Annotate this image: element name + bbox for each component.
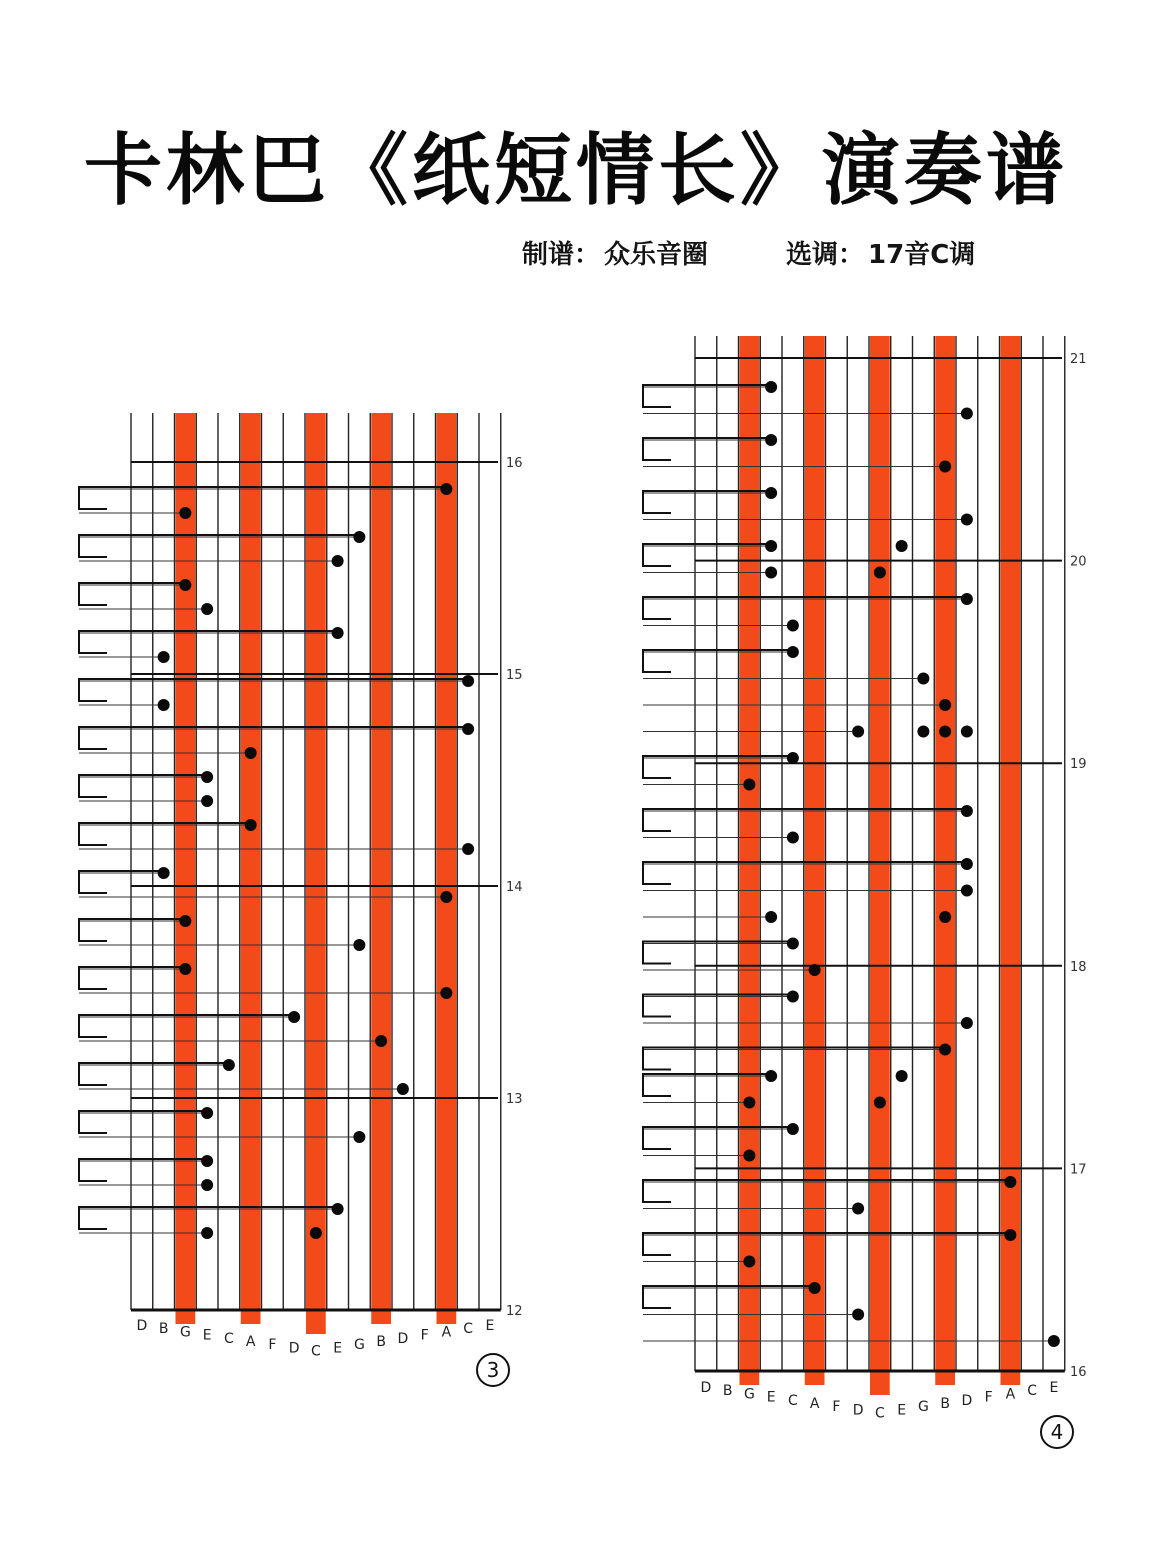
chord-bracket bbox=[643, 650, 793, 672]
tine-label: C bbox=[310, 1343, 321, 1360]
chord-bracket bbox=[643, 942, 793, 964]
page-number-badge: 4 bbox=[1040, 1415, 1074, 1449]
note-dot bbox=[809, 1282, 821, 1294]
tine-label: B bbox=[940, 1396, 950, 1412]
key-label: 选调： bbox=[786, 240, 865, 270]
measure-number: 21 bbox=[1070, 352, 1087, 367]
note-dot bbox=[787, 620, 799, 632]
note-dot bbox=[765, 434, 777, 446]
note-dot bbox=[787, 1123, 799, 1135]
note-dot bbox=[765, 1070, 777, 1082]
arranger-name: 众乐音圈 bbox=[604, 240, 709, 270]
tine-label: A bbox=[1005, 1386, 1016, 1403]
note-dot bbox=[961, 408, 973, 420]
tine-label: E bbox=[766, 1389, 776, 1406]
measure-number: 18 bbox=[1070, 959, 1087, 975]
chord-bracket bbox=[643, 1127, 793, 1149]
tine-label: D bbox=[700, 1380, 712, 1396]
note-dot bbox=[939, 699, 951, 711]
note-dot bbox=[852, 1309, 864, 1321]
note-dot bbox=[765, 911, 777, 923]
highlighted-tine bbox=[870, 336, 890, 1395]
note-dot bbox=[939, 726, 951, 738]
key-value: 17音C调 bbox=[868, 240, 976, 270]
note-dot bbox=[765, 567, 777, 579]
tine-label: F bbox=[984, 1389, 993, 1406]
tine-label: G bbox=[743, 1386, 755, 1403]
measure-number: 16 bbox=[1070, 1365, 1087, 1380]
arranger-label: 制谱： bbox=[522, 240, 601, 270]
note-dot bbox=[917, 726, 929, 738]
measure-number: 20 bbox=[1070, 554, 1087, 570]
highlighted-tine bbox=[1001, 336, 1021, 1385]
tine-label: E bbox=[485, 1318, 495, 1334]
note-dot bbox=[939, 461, 951, 473]
tine-label: D bbox=[136, 1318, 148, 1334]
measure-number: 17 bbox=[1070, 1162, 1087, 1178]
note-dot bbox=[1048, 1335, 1060, 1347]
note-dot bbox=[787, 646, 799, 658]
note-dot bbox=[917, 673, 929, 685]
measure-number: 13 bbox=[506, 1092, 523, 1107]
note-dot bbox=[743, 779, 755, 791]
tine-label: C bbox=[223, 1330, 234, 1347]
tine-label: E bbox=[202, 1327, 212, 1344]
measure-number: 19 bbox=[1070, 757, 1087, 773]
note-dot bbox=[1004, 1176, 1016, 1188]
tine-label: A bbox=[441, 1324, 452, 1341]
highlighted-tine bbox=[805, 336, 825, 1385]
note-dot bbox=[961, 805, 973, 817]
note-dot bbox=[961, 726, 973, 738]
tine-label: E bbox=[897, 1402, 907, 1419]
chord-bracket bbox=[643, 995, 793, 1017]
note-dot bbox=[874, 1097, 886, 1109]
tine-label: F bbox=[832, 1399, 841, 1416]
tine-label: G bbox=[353, 1337, 365, 1354]
tine-label: G bbox=[917, 1399, 929, 1416]
tine-label: B bbox=[158, 1321, 169, 1338]
note-dot bbox=[1004, 1229, 1016, 1241]
note-dot bbox=[874, 567, 886, 579]
chord-bracket bbox=[643, 1180, 1010, 1202]
highlighted-tine bbox=[935, 336, 955, 1385]
tine-label: C bbox=[787, 1392, 798, 1409]
chord-bracket bbox=[643, 1048, 945, 1070]
tine-label: D bbox=[961, 1392, 973, 1409]
note-dot bbox=[743, 1256, 755, 1268]
note-dot bbox=[787, 991, 799, 1003]
measure-number: 15 bbox=[506, 668, 523, 683]
note-dot bbox=[896, 540, 908, 552]
tine-label: A bbox=[809, 1396, 820, 1412]
score-title: 卡林巴《纸短情长》演奏谱 bbox=[83, 126, 1068, 216]
page-number-badge: 3 bbox=[476, 1353, 510, 1387]
tine-label: C bbox=[874, 1405, 885, 1422]
note-dot bbox=[852, 1203, 864, 1215]
tine-label: E bbox=[1049, 1380, 1059, 1396]
note-dot bbox=[939, 1044, 951, 1056]
tine-label: F bbox=[268, 1337, 277, 1354]
note-dot bbox=[787, 752, 799, 764]
note-dot bbox=[787, 832, 799, 844]
note-dot bbox=[961, 593, 973, 605]
note-dot bbox=[743, 1150, 755, 1162]
note-dot bbox=[787, 938, 799, 950]
note-dot bbox=[765, 540, 777, 552]
note-dot bbox=[939, 911, 951, 923]
tine-label: F bbox=[420, 1327, 429, 1344]
chord-bracket bbox=[643, 1233, 1010, 1255]
tine-label: D bbox=[852, 1402, 864, 1419]
tine-label: B bbox=[376, 1334, 386, 1350]
note-dot bbox=[743, 1097, 755, 1109]
tine-label: A bbox=[245, 1334, 256, 1350]
measure-number: 14 bbox=[506, 880, 523, 895]
measure-number: 12 bbox=[506, 1304, 523, 1319]
tine-label: G bbox=[179, 1324, 191, 1341]
measure-number: 16 bbox=[506, 456, 523, 471]
note-dot bbox=[809, 964, 821, 976]
note-dot bbox=[961, 514, 973, 526]
chord-bracket bbox=[643, 756, 793, 778]
tine-label: E bbox=[333, 1340, 343, 1357]
note-dot bbox=[961, 885, 973, 897]
note-dot bbox=[961, 1017, 973, 1029]
tine-label: D bbox=[288, 1340, 300, 1357]
note-dot bbox=[852, 726, 864, 738]
note-dot bbox=[961, 858, 973, 870]
tine-label: B bbox=[722, 1383, 733, 1400]
tine-label: C bbox=[1027, 1383, 1038, 1400]
tine-label: C bbox=[463, 1321, 474, 1338]
note-dot bbox=[765, 487, 777, 499]
note-dot bbox=[896, 1070, 908, 1082]
chord-bracket bbox=[643, 1286, 815, 1308]
note-dot bbox=[765, 381, 777, 393]
tine-label: D bbox=[397, 1330, 409, 1347]
